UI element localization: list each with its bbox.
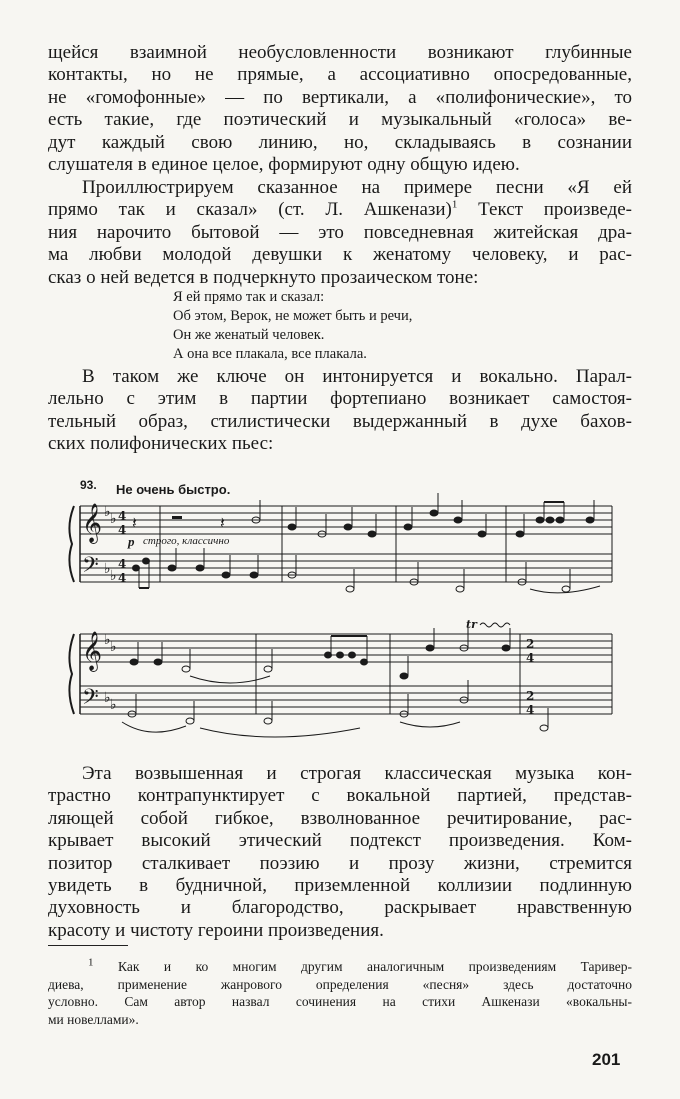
footnote-line: ми новеллами». <box>48 1011 139 1027</box>
text-fragment: Текст произведе- <box>457 199 632 221</box>
text-line: дут каждый свою линию, но, складываясь в сознании <box>48 131 632 153</box>
text-line: крывает высокий этический подтекст произведения. Ком- <box>48 830 632 852</box>
svg-text:2: 2 <box>526 689 535 703</box>
paragraph-1 <box>48 42 632 176</box>
text-line: ских полифонических пьес: <box>48 433 274 455</box>
svg-text:𝄞: 𝄞 <box>82 503 103 543</box>
svg-text:♭: ♭ <box>110 697 117 713</box>
poem-line: Он же женатый человек. <box>173 327 325 343</box>
text-line: увидеть в будничной, приземленной коллизии подлинную <box>48 875 632 897</box>
footnote-marker[interactable]: 1 <box>451 199 458 212</box>
dynamic-marking: p <box>128 534 135 549</box>
notes-bass-2 <box>122 680 548 737</box>
text-line: ляющей собой гибкое, взволнованное речитирование, рас- <box>48 807 632 829</box>
text-line: Эта возвышенная и строгая классическая музыка кон- <box>82 763 632 784</box>
svg-text:♭: ♭ <box>110 568 117 584</box>
text-line: слушателя в единое целое, формируют одну общую идею. <box>48 154 520 176</box>
svg-text:4: 4 <box>118 509 127 523</box>
footnote <box>48 958 632 1028</box>
footnote-line: диева, применение жанрового определения «песня» здесь достаточно <box>48 976 632 992</box>
text-line: красоту и чистоту героини произведения. <box>48 919 384 941</box>
notes-bass-1 <box>133 548 601 593</box>
text-line: В таком же ключе он интонируется и вокально. Парал- <box>82 366 632 387</box>
svg-text:♭: ♭ <box>104 632 111 648</box>
poem-quote <box>173 288 412 364</box>
svg-text:𝄞: 𝄞 <box>82 631 103 671</box>
svg-text:𝄽: 𝄽 <box>220 513 225 532</box>
footnote-line <box>48 958 632 976</box>
svg-text:2: 2 <box>526 637 535 651</box>
svg-text:♭: ♭ <box>104 561 111 577</box>
text-line: есть такие, где поэтический и музыкальный «голоса» ве- <box>48 109 632 131</box>
text-line: ния нарочито бытовой — это повседневная житейская дра- <box>48 221 632 243</box>
svg-text:4: 4 <box>526 651 535 665</box>
example-number: 93. <box>80 478 97 492</box>
text-line: позитор сталкивает поэзию и прозу жизни, стремится <box>48 852 632 874</box>
paragraph-4 <box>48 763 632 942</box>
text-line: ма любви молодой девушки к женатому человеку, и рас- <box>48 244 632 266</box>
poem-line: Я ей прямо так и сказал: <box>173 289 325 305</box>
poem-line: Об этом, Верок, не может быть и речи, <box>173 308 413 324</box>
footnote-number: 1 <box>88 956 94 969</box>
footnote-divider <box>48 945 128 946</box>
tempo-marking: Не очень быстро. <box>116 482 231 497</box>
svg-text:𝄢: 𝄢 <box>82 553 99 583</box>
page-number: 201 <box>592 1050 621 1069</box>
svg-text:tr: tr <box>466 618 477 631</box>
text-line-with-footnote <box>48 199 632 221</box>
text-line: сказ о ней ведется в подчеркнуто прозаическом тоне: <box>48 266 479 288</box>
expression-marking: строго, классично <box>143 535 230 547</box>
text-fragment: прямо так и сказал» (ст. Л. Ашкенази) <box>48 199 452 221</box>
music-score <box>60 476 620 746</box>
text-line: контакты, но не прямые, а ассоциативно опосредованные, <box>48 64 632 86</box>
text-line: щейся взаимной необусловленности возникают глубинные <box>48 42 632 63</box>
svg-text:♭: ♭ <box>110 511 117 527</box>
svg-text:𝄢: 𝄢 <box>82 685 99 715</box>
text-line: лельно с этим в партии фортепиано возникает самостоя- <box>48 388 632 410</box>
footnote-text: Как и ко многим другим аналогичным произведениям Таривер- <box>118 959 633 974</box>
svg-text:4: 4 <box>118 571 127 585</box>
paragraph-2 <box>48 177 632 289</box>
paragraph-3 <box>48 366 632 456</box>
svg-text:4: 4 <box>118 557 127 571</box>
poem-line: А она все плакала, все плакала. <box>173 346 367 362</box>
text-line: духовность и благородство, раскрывает нравственную <box>48 897 632 919</box>
svg-text:♭: ♭ <box>104 504 111 520</box>
svg-text:4: 4 <box>526 703 535 717</box>
svg-text:♭: ♭ <box>104 690 111 706</box>
notes-treble-1 <box>252 493 594 537</box>
text-line: Проиллюстрируем сказанное на примере песни «Я ей <box>82 177 632 198</box>
text-line: тельный образ, стилистически выдержанный в духе бахов- <box>48 410 632 432</box>
text-line: не «гомофонные» — по вертикали, а «полифонические», то <box>48 86 632 108</box>
svg-text:4: 4 <box>118 523 127 537</box>
svg-text:♭: ♭ <box>110 639 117 655</box>
footnote-line: условно. Сам автор назвал сочинения на стихи Ашкенази «вокальны- <box>48 994 632 1009</box>
svg-text:𝄽: 𝄽 <box>132 513 137 532</box>
text-line: трастно контрапунктирует с вокальной партией, представ- <box>48 785 632 807</box>
